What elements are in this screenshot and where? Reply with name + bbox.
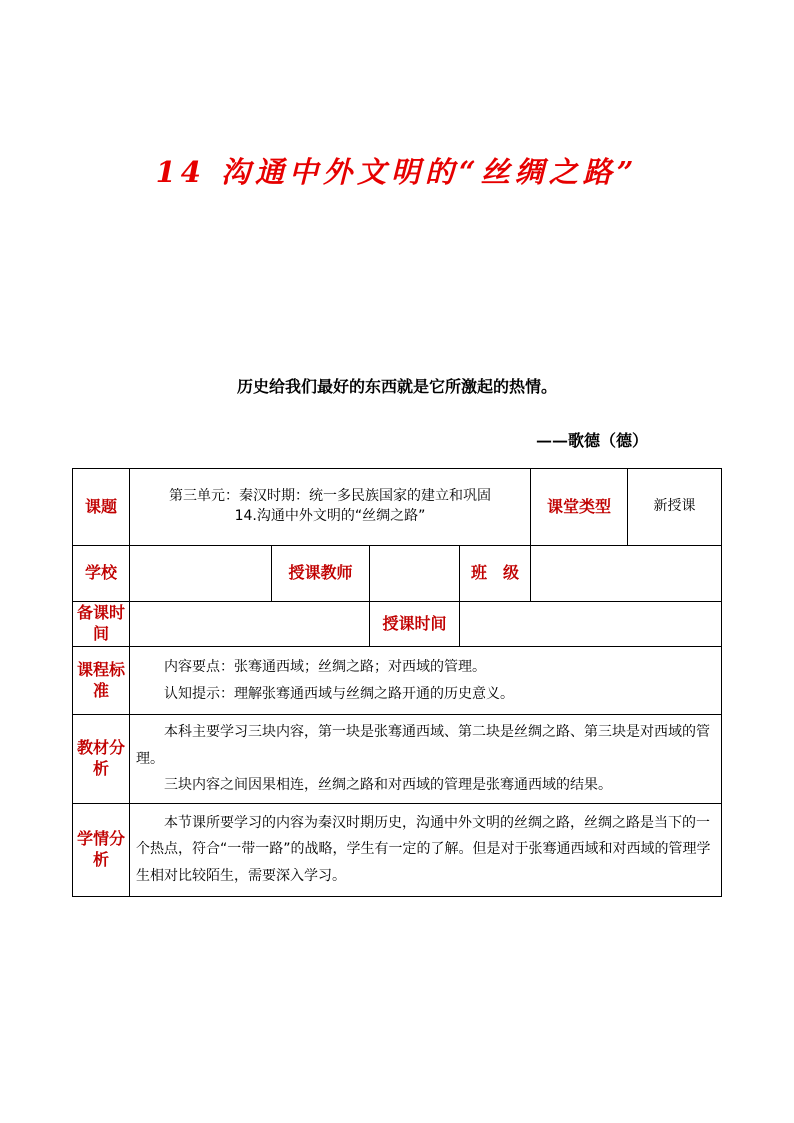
teach-time-label: 授课时间 <box>370 602 460 647</box>
row-topic <box>73 469 722 546</box>
material-content <box>130 715 722 804</box>
teach-time-value <box>460 602 722 647</box>
row-students <box>73 803 722 896</box>
topic-cell <box>130 469 531 546</box>
students-content <box>130 803 722 896</box>
material-label: 教材分析 <box>73 715 130 804</box>
row-standards <box>73 647 722 715</box>
standards-content <box>130 647 722 715</box>
row-school <box>73 546 722 602</box>
standards-line-1: 内容要点：张骞通西域；丝绸之路；对西域的管理。 <box>164 658 486 675</box>
school-value <box>130 546 272 602</box>
teacher-value <box>370 546 460 602</box>
class-value <box>531 546 722 602</box>
document-title: 14 沟通中外文明的“丝绸之路” <box>155 155 639 189</box>
lesson-plan-table <box>72 468 722 897</box>
standards-label: 课程标准 <box>73 647 130 715</box>
students-para-1: 本节课所要学习的内容为秦汉时期历史，沟通中外文明的丝绸之路，丝绸之路是当下的一个热点，符合“一带一路”的战略，学生有一定的了解。但是对于张骞通西域和对西域的管理学生相对比较陌生，需要深入学习。 <box>136 814 711 885</box>
students-label: 学情分析 <box>73 803 130 896</box>
topic-line-lesson: 14.沟通中外文明的“丝绸之路” <box>234 508 426 524</box>
prep-time-label: 备课时间 <box>73 602 130 647</box>
lesson-type-value: 新授课 <box>628 469 722 546</box>
teacher-label: 授课教师 <box>272 546 370 602</box>
material-para-1: 本科主要学习三块内容，第一块是张骞通西域、第二块是丝绸之路、第三块是对西域的管理。 <box>136 724 710 767</box>
material-para-2: 三块内容之间因果相连，丝绸之路和对西域的管理是张骞通西域的结果。 <box>164 777 612 794</box>
lesson-type-label: 课堂类型 <box>531 469 628 546</box>
epigraph-quote: 历史给我们最好的东西就是它所激起的热情。 <box>236 377 557 396</box>
row-material <box>73 715 722 804</box>
school-label: 学校 <box>73 546 130 602</box>
epigraph-author: ——歌德（德） <box>536 431 649 450</box>
prep-time-value <box>130 602 370 647</box>
row-prep-time <box>73 602 722 647</box>
standards-line-2: 认知提示：理解张骞通西域与丝绸之路开通的历史意义。 <box>164 685 514 702</box>
class-label: 班 级 <box>460 546 531 602</box>
topic-label: 课题 <box>73 469 130 546</box>
topic-line-unit: 第三单元：秦汉时期：统一多民族国家的建立和巩固 <box>169 488 491 505</box>
